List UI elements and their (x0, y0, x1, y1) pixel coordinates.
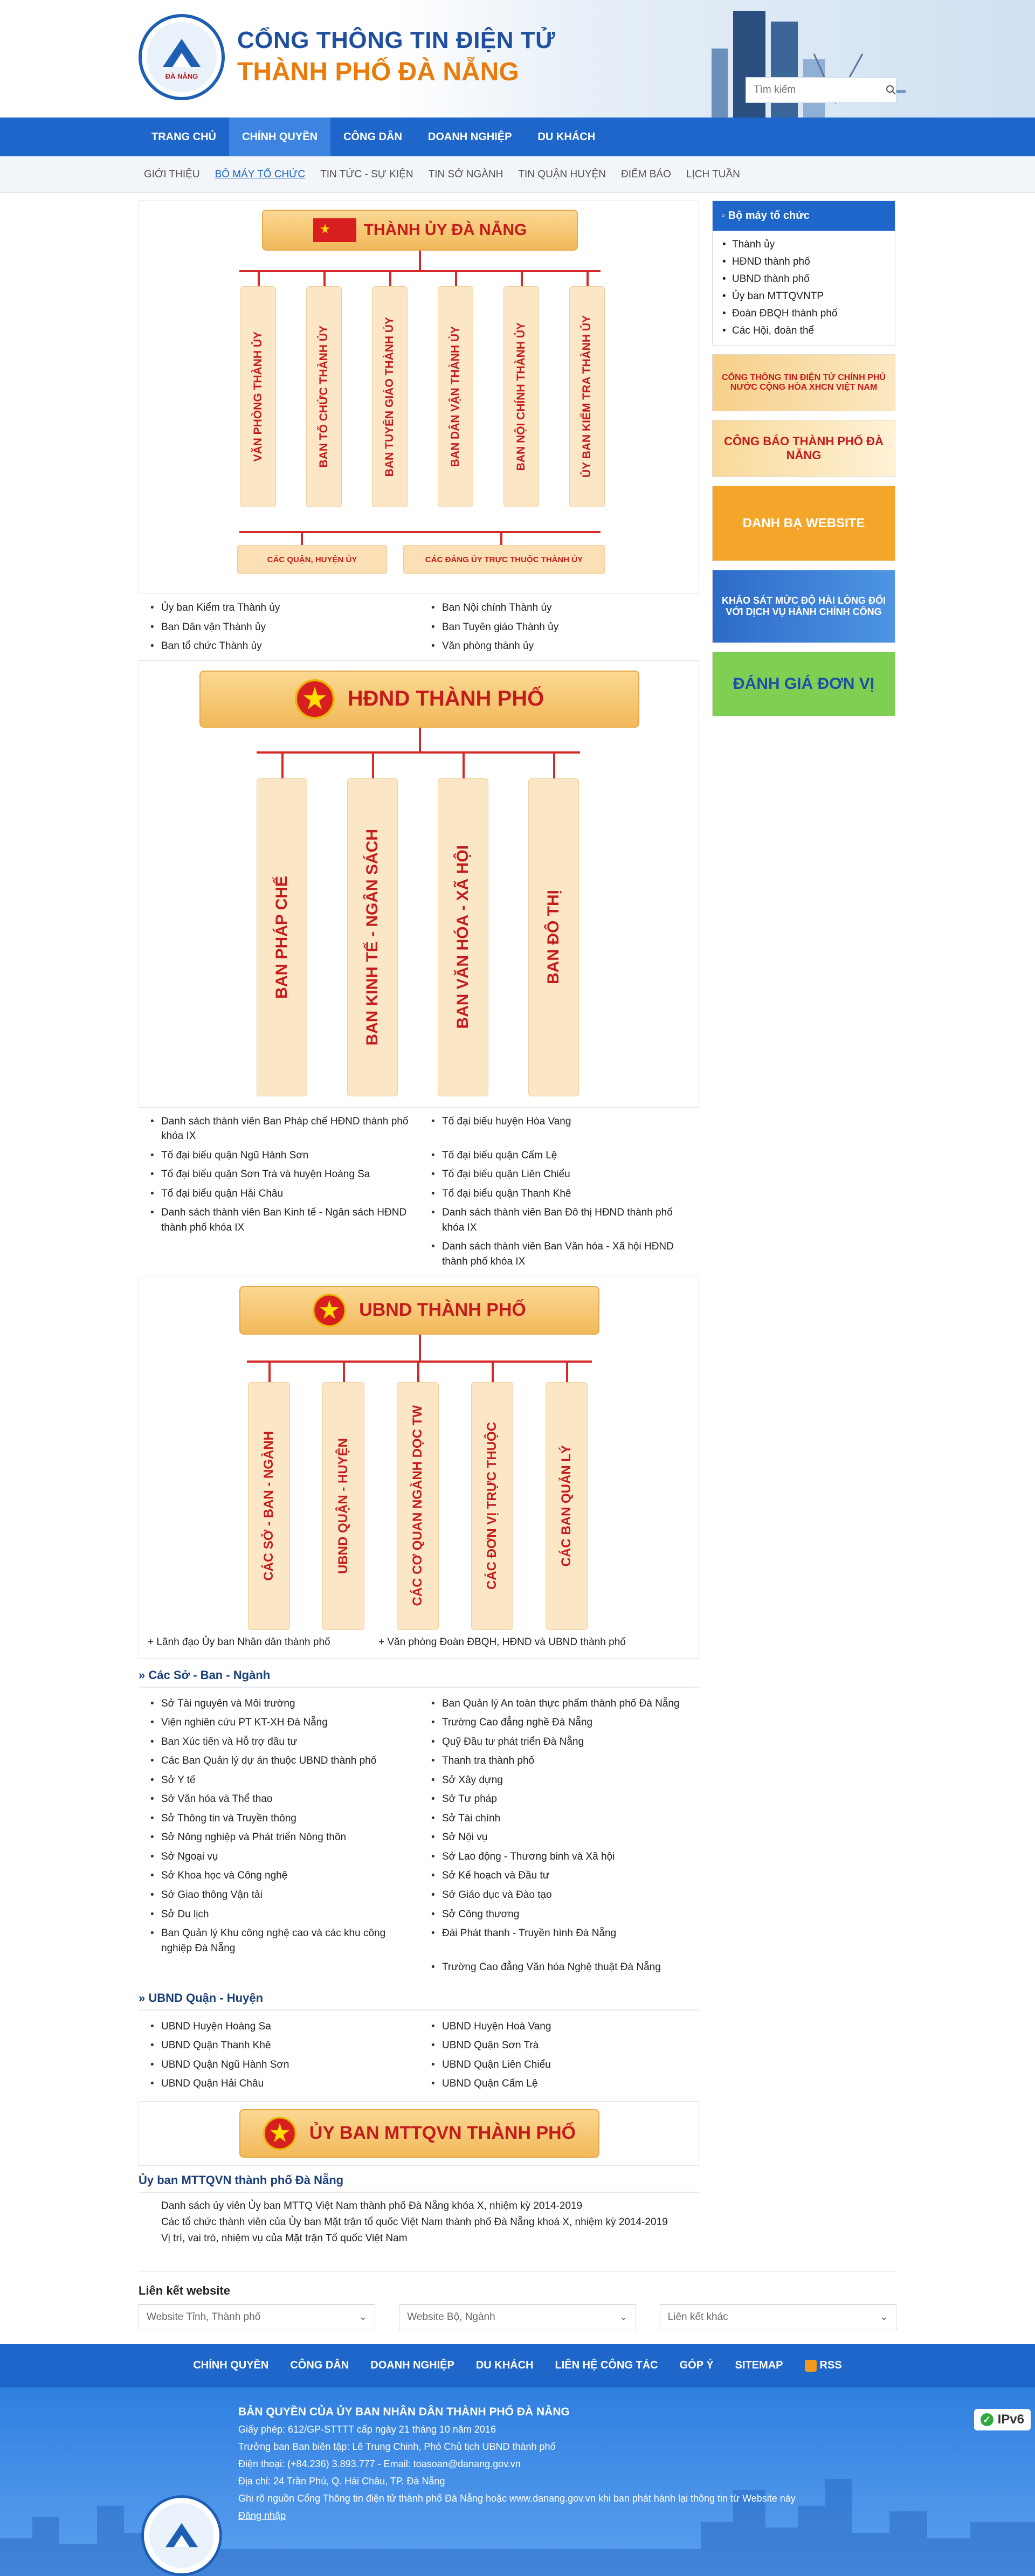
mttq-title: ỦY BAN MTTQVN THÀNH PHỐ (309, 2123, 576, 2144)
subnav-dept-news[interactable]: TIN SỞ NGÀNH (428, 169, 503, 180)
footer-nav-item[interactable]: CÔNG DÂN (290, 2359, 349, 2372)
list-item[interactable]: • Sở Giáo dục và Đào tạo (429, 1886, 689, 1905)
section-heading: Ủy ban MTTQVN thành phố Đà Nẵng (139, 2173, 699, 2193)
org-bar[interactable]: BAN VĂN HÓA - XÃ HỘI (438, 778, 488, 1096)
soban-links (139, 1688, 699, 1981)
list-item[interactable]: • Viện nghiên cứu PT KT-XH Đà Nẵng (148, 1713, 409, 1732)
province-website-select[interactable]: Website Tỉnh, Thành phố ⌄ (139, 2304, 375, 2330)
list-item[interactable]: • Sở Tài chính (429, 1809, 689, 1828)
footer-nav (0, 2344, 1035, 2387)
subnav-schedule[interactable]: LỊCH TUẦN (686, 169, 740, 180)
list-item[interactable]: • UBND Quận Ngũ Hành Sơn (148, 2055, 409, 2075)
site-footer (0, 2387, 1035, 2576)
list-item[interactable]: • Thanh tra thành phố (429, 1751, 689, 1771)
sidebar-item-ubnd[interactable]: • UBND thành phố (721, 271, 886, 288)
list-item[interactable]: • Ban Nội chính Thành ủy (429, 598, 689, 618)
org-bar[interactable]: CÁC SỞ - BAN - NGÀNH (248, 1382, 290, 1630)
evaluation-banner[interactable]: ĐÁNH GIÁ ĐƠN VỊ (712, 652, 895, 716)
national-emblem-icon (313, 1294, 346, 1327)
list-item[interactable]: • Sở Ngoại vụ (148, 1847, 409, 1867)
list-item[interactable]: • Sở Y tế (148, 1771, 409, 1790)
party-flag-icon (313, 218, 356, 242)
search-icon[interactable] (886, 85, 896, 95)
org-bar[interactable]: BAN TUYÊN GIÁO THÀNH ỦY (372, 286, 408, 507)
list-item[interactable]: • UBND Huyện Hoàng Sa (148, 2017, 409, 2036)
license: Giấy phép: 612/GP-STTTT cấp ngày 21 tháng 10 năm 2016 (238, 2423, 496, 2435)
ministry-website-select[interactable]: Website Bộ, Ngành ⌄ (399, 2304, 636, 2330)
org-bar[interactable]: VĂN PHÒNG THÀNH ỦY (240, 286, 276, 507)
footer-nav-item[interactable]: CHÍNH QUYỀN (193, 2359, 269, 2372)
org-bar[interactable]: BAN NỘI CHÍNH THÀNH ỦY (503, 286, 539, 507)
ubnd-leaders-link[interactable]: + Lãnh đạo Ủy ban Nhân dân thành phố (148, 1636, 330, 1648)
district-committees-button[interactable]: CÁC QUẬN, HUYỆN ỦY (237, 545, 387, 574)
list-item[interactable]: • Sở Kế hoạch và Đầu tư (429, 1866, 689, 1886)
footer-nav-item[interactable]: LIÊN HỆ CÔNG TÁC (555, 2359, 658, 2372)
source-note: Ghi rõ nguồn Cổng Thông tin điện tử thành phố Đà Nẵng hoặc www.danang.gov.vn khi ban phát hành lại thông tin từ Website này (238, 2492, 796, 2504)
list-item[interactable]: • Danh sách thành viên Ban Pháp chế HĐND thành phố khóa IX (148, 1112, 409, 1146)
footer-logo (141, 2495, 222, 2576)
list-item[interactable]: • Sở Thông tin và Truyền thông (148, 1809, 409, 1828)
sub-nav (0, 156, 1035, 193)
list-item[interactable]: • Ban Quản lý Khu công nghệ cao và các khu công nghiệp Đà Nẵng (148, 1924, 409, 1958)
thanhuy-title: THÀNH ỦY ĐÀ NẴNG (363, 221, 527, 239)
subnav-organization[interactable]: BỘ MÁY TỔ CHỨC (215, 169, 306, 180)
list-item[interactable]: • Tổ đại biểu quận Thanh Khê (429, 1184, 689, 1204)
list-item[interactable]: • Ủy ban Kiểm tra Thành ủy (148, 598, 409, 618)
list-item[interactable]: • Danh sách thành viên Ban Đô thị HĐND thành phố khóa IX (429, 1203, 689, 1237)
org-bar[interactable]: BAN PHÁP CHẾ (257, 778, 307, 1096)
editor: Trưởng ban Ban biên tập: Lê Trung Chinh, Phó Chủ tịch UBND thành phố (238, 2441, 556, 2452)
contact: Điện thoại: (+84.236) 3.893.777 - Email: toasoan@danang.gov.vn (238, 2458, 521, 2469)
ipv6-badge: ✓ IPv6 (974, 2409, 1031, 2430)
website-links (139, 2271, 896, 2344)
footer-nav-item[interactable]: DU KHÁCH (475, 2359, 534, 2372)
nav-business[interactable]: DOANH NGHIỆP (427, 131, 512, 143)
list-item[interactable]: • Sở Nội vụ (429, 1828, 689, 1847)
list-item[interactable]: • Sở Xây dựng (429, 1771, 689, 1790)
list-item[interactable]: • Ban Tuyên giáo Thành ủy (429, 618, 689, 637)
footer-nav-item[interactable]: GÓP Ý (679, 2359, 714, 2372)
list-item[interactable]: • Danh sách thành viên Ban Văn hóa - Xã hội HĐND thành phố khóa IX (429, 1237, 689, 1271)
check-icon: ✓ (981, 2413, 993, 2426)
list-item[interactable]: • Quỹ Đầu tư phát triển Đà Nẵng (429, 1732, 689, 1752)
sidebar-item-hoi[interactable]: • Các Hội, đoàn thể (721, 322, 886, 340)
search-input[interactable] (754, 84, 886, 96)
org-bar[interactable]: CÁC BAN QUẢN LÝ (546, 1382, 588, 1630)
section-heading: » Các Sở - Ban - Ngành (139, 1668, 699, 1688)
sidebar-item-hdnd[interactable]: • HĐND thành phố (721, 253, 886, 271)
ubnd-banner[interactable] (239, 1286, 599, 1335)
list-item[interactable]: • UBND Huyện Hoà Vang (429, 2017, 689, 2036)
sidebar-item-mttq[interactable]: • Ủy ban MTTQVNTP (721, 288, 886, 305)
search-box (746, 77, 896, 103)
chevron-down-icon: ⌄ (358, 2311, 368, 2323)
hdnd-org-chart (139, 660, 699, 1108)
thanhuy-org-chart (139, 201, 699, 594)
sidebar-item-thanhuy[interactable]: • Thành ủy (721, 236, 886, 253)
list-item[interactable]: • Sở Lao động - Thương binh và Xã hội (429, 1847, 689, 1867)
list-item[interactable]: • UBND Quận Hải Châu (148, 2074, 409, 2094)
org-bar[interactable]: ỦY BAN KIỂM TRA THÀNH ỦY (569, 286, 605, 507)
list-item[interactable]: • Các Ban Quản lý dự án thuộc UBND thành phố (148, 1751, 409, 1771)
list-item[interactable]: • Đài Phát thanh - Truyền hình Đà Nẵng (429, 1924, 689, 1958)
nav-citizen[interactable]: CÔNG DÂN (343, 131, 402, 143)
hdnd-title: HĐND THÀNH PHỐ (347, 687, 544, 711)
login-link[interactable]: Đăng nhập (238, 2510, 286, 2521)
section-heading: » UBND Quận - Huyện (139, 1991, 699, 2011)
list-item[interactable]: • Sở Nông nghiệp và Phát triển Nông thôn (148, 1828, 409, 1847)
list-item[interactable]: • Sở Tư pháp (429, 1790, 689, 1809)
list-item[interactable]: • Sở Tài nguyên và Môi trường (148, 1694, 409, 1714)
ubnd-org-chart (139, 1276, 699, 1659)
logo-mark-icon (157, 34, 206, 72)
org-bar[interactable]: CÁC ĐƠN VỊ TRỰC THUỘC (471, 1382, 513, 1630)
footer-nav-item[interactable]: SITEMAP (735, 2359, 783, 2372)
org-bar[interactable]: BAN KINH TẾ - NGÂN SÁCH (347, 778, 398, 1096)
org-bar[interactable]: BAN ĐÔ THỊ (528, 778, 579, 1096)
gov-portal-banner[interactable]: CỔNG THÔNG TIN ĐIỆN TỬ CHÍNH PHỦ NƯỚC CỘNG HÒA XHCN VIỆT NAM (712, 354, 895, 411)
national-emblem-icon (295, 679, 335, 719)
footer-nav-item[interactable]: DOANH NGHIỆP (370, 2359, 454, 2372)
list-item[interactable]: • Ban Dân vận Thành ủy (148, 618, 409, 637)
hdnd-links (139, 1108, 699, 1276)
sidebar (712, 201, 895, 2252)
list-item[interactable]: • UBND Quận Liên Chiểu (429, 2055, 689, 2075)
city-title: THÀNH PHỐ ĐÀ NẴNG (237, 58, 519, 86)
thanhuy-links (139, 594, 699, 660)
nav-home[interactable]: TRANG CHỦ (151, 131, 216, 143)
sidebar-heading: ◦ Bộ máy tổ chức (713, 201, 895, 231)
main-content (139, 201, 699, 2252)
list-item[interactable]: • Sở Giao thông Vận tải (148, 1886, 409, 1905)
survey-banner[interactable]: KHẢO SÁT MỨC ĐỘ HÀI LÒNG ĐỐI VỚI DỊCH VỤ HÀNH CHÍNH CÔNG (712, 570, 895, 643)
subnav-press[interactable]: ĐIỂM BÁO (620, 169, 671, 180)
gazette-banner[interactable]: CÔNG BÁO THÀNH PHỐ ĐÀ NẴNG (712, 420, 895, 477)
logo-caption: ĐÀ NẴNG (165, 72, 198, 80)
list-item[interactable]: Danh sách ủy viên Ủy ban MTTQ Việt Nam thành phố Đà Nẵng khóa X, nhiệm kỳ 2014-2019 (161, 2200, 583, 2212)
rss-icon (805, 2360, 817, 2372)
ubnd-office-link[interactable]: + Văn phòng Đoàn ĐBQH, HĐND và UBND thành phố (378, 1636, 626, 1648)
list-item[interactable]: • Tổ đại biểu quận Hải Châu (148, 1184, 409, 1204)
hdnd-banner[interactable] (199, 671, 639, 728)
org-bar[interactable]: CÁC CƠ QUAN NGÀNH DỌC TW (397, 1382, 439, 1630)
org-bar[interactable]: BAN DÂN VẬN THÀNH ỦY (438, 286, 473, 507)
list-item[interactable]: • Ban tổ chức Thành ủy (148, 637, 409, 656)
list-item[interactable]: • Ban Quản lý An toàn thực phẩm thành phố Đà Nẵng (429, 1694, 689, 1714)
nav-tourist[interactable]: DU KHÁCH (537, 131, 596, 143)
org-bar[interactable]: BAN TỔ CHỨC THÀNH ỦY (306, 286, 342, 507)
links-title: Liên kết website (139, 2283, 230, 2297)
site-header (0, 0, 1035, 118)
mttq-chart (139, 2101, 699, 2166)
mttq-banner[interactable] (239, 2109, 599, 2158)
logo-mark-icon (160, 2519, 203, 2552)
sidebar-panel (712, 201, 895, 346)
list-item[interactable]: • Sở Công thương (429, 1905, 689, 1924)
chevron-down-icon: ⌄ (880, 2311, 888, 2323)
district-links (139, 2011, 699, 2098)
website-directory-banner[interactable]: DANH BẠ WEBSITE (712, 486, 895, 561)
subnav-news[interactable]: TIN TỨC - SỰ KIỆN (320, 169, 413, 180)
list-item[interactable]: • Tổ đại biểu quận Sơn Trà và huyện Hoàng Sa (148, 1165, 409, 1184)
list-item[interactable]: Các tổ chức thành viên của Ủy ban Mặt trận tổ quốc Việt Nam thành phố Đà Nẵng khoá X, nhiệm kỳ 2014-2019 (161, 2216, 668, 2228)
ubnd-title: UBND THÀNH PHỐ (359, 1300, 526, 1321)
mttq-links (139, 2193, 699, 2252)
list-item[interactable]: • UBND Quận Cẩm Lệ (429, 2074, 689, 2094)
city-logo[interactable] (139, 14, 225, 100)
list-item[interactable]: • Tổ đại biểu quận Ngũ Hành Sơn (148, 1146, 409, 1165)
list-item[interactable]: Vị trí, vai trò, nhiệm vụ của Mặt trận Tổ quốc Việt Nam (161, 2232, 408, 2244)
list-item[interactable]: • Trường Cao đẳng Văn hóa Nghệ thuật Đà Nẵng (429, 1958, 689, 1977)
national-emblem-icon (263, 2117, 296, 2150)
list-item[interactable]: • Văn phòng thành ủy (429, 637, 689, 656)
address: Địa chỉ: 24 Trần Phú, Q. Hải Châu, TP. Đà Nẵng (238, 2475, 445, 2487)
portal-title: CỔNG THÔNG TIN ĐIỆN TỬ (237, 27, 556, 53)
nav-government[interactable]: CHÍNH QUYỀN (229, 118, 330, 156)
list-item[interactable]: • Danh sách thành viên Ban Kinh tế - Ngân sách HĐND thành phố khóa IX (148, 1203, 409, 1237)
list-item[interactable]: • UBND Quận Sơn Trà (429, 2036, 689, 2055)
list-item[interactable]: • Sở Văn hóa và Thể thao (148, 1790, 409, 1809)
rss-link[interactable]: RSS (794, 2359, 853, 2372)
chevron-down-icon: ⌄ (619, 2311, 628, 2323)
list-item[interactable]: • Trường Cao đẳng nghề Đà Nẵng (429, 1713, 689, 1732)
org-bar[interactable]: UBND QUẬN - HUYỆN (322, 1382, 364, 1630)
list-item[interactable]: • Tổ đại biểu quận Liên Chiểu (429, 1165, 689, 1184)
list-item[interactable]: • Sở Khoa học và Công nghệ (148, 1866, 409, 1886)
copyright: BẢN QUYỀN CỦA ỦY BAN NHÂN DÂN THÀNH PHỐ ĐÀ NẴNG (238, 2405, 570, 2418)
sidebar-item-dbqh[interactable]: • Đoàn ĐBQH thành phố (721, 305, 886, 322)
list-item[interactable]: • Tổ đại biểu quận Cẩm Lệ (429, 1146, 689, 1165)
other-links-select[interactable]: Liên kết khác ⌄ (660, 2304, 896, 2330)
party-committees-button[interactable]: CÁC ĐẢNG ỦY TRỰC THUỘC THÀNH ỦY (403, 545, 605, 574)
list-item[interactable]: • Tổ đại biểu huyện Hòa Vang (429, 1112, 689, 1146)
main-nav (0, 118, 1035, 156)
subnav-intro[interactable]: GIỚI THIỆU (144, 169, 200, 180)
subnav-district-news[interactable]: TIN QUẬN HUYỆN (518, 169, 606, 180)
list-item[interactable]: • UBND Quận Thanh Khê (148, 2036, 409, 2055)
list-item[interactable]: • Ban Xúc tiến và Hỗ trợ đầu tư (148, 1732, 409, 1752)
list-item[interactable]: • Sở Du lịch (148, 1905, 409, 1924)
thanhuy-banner[interactable] (262, 210, 578, 251)
